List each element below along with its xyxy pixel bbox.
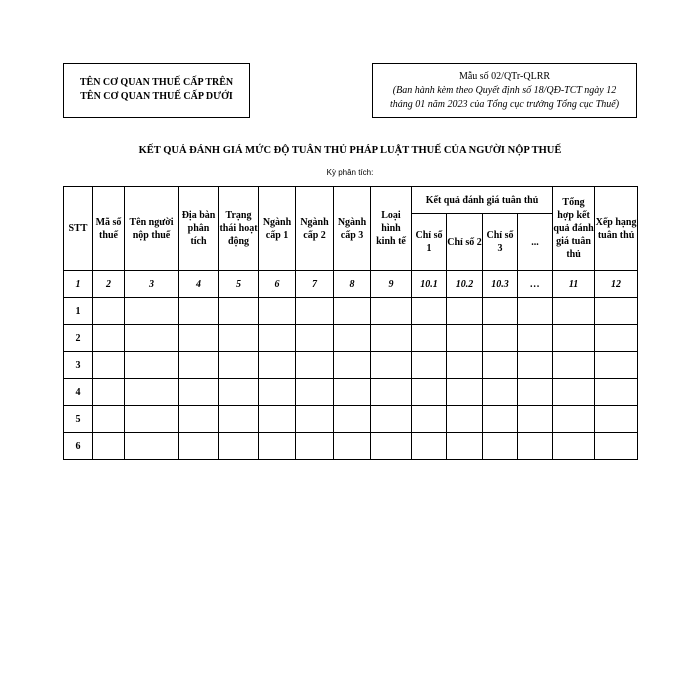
table-cell [93,352,125,379]
table-cell [219,325,259,352]
table-cell [518,379,553,406]
table-cell [219,352,259,379]
column-number: 12 [595,271,638,298]
table-cell [125,433,179,460]
table-cell [553,406,595,433]
table-cell [518,298,553,325]
compliance-results-table [63,186,638,460]
table-cell [179,406,219,433]
header-compliance-result: Kết quả đánh giá tuân thủ [412,187,553,214]
table-cell [553,325,595,352]
column-number: 7 [296,271,334,298]
table-cell [334,352,371,379]
row-stt: 3 [64,352,93,379]
table-cell [518,406,553,433]
table-cell [296,352,334,379]
column-number: 2 [93,271,125,298]
column-number: 4 [179,271,219,298]
header-stt: STT [64,187,93,271]
table-cell [595,352,638,379]
header-status: Trạng thái hoạt động [219,187,259,271]
row-stt: 4 [64,379,93,406]
table-cell [219,406,259,433]
table-cell [412,379,447,406]
table-cell [412,406,447,433]
column-number: 8 [334,271,371,298]
header-summary: Tổng hợp kết quả đánh giá tuân thủ [553,187,595,271]
table-cell [483,298,518,325]
row-stt: 6 [64,433,93,460]
table-cell [179,325,219,352]
header-area: Địa bàn phân tích [179,187,219,271]
table-cell [447,352,483,379]
table-cell [259,352,296,379]
table-cell [93,406,125,433]
lower-authority-name: TÊN CƠ QUAN THUẾ CẤP DƯỚI [80,91,233,102]
issued-decision-line2: tháng 01 năm 2023 của Tổng cục trưởng Tổng cục Thuế) [389,99,620,110]
header-industry-3: Ngành cấp 3 [334,187,371,271]
table-cell [518,325,553,352]
issued-decision-line1: (Ban hành kèm theo Quyết định số 18/QĐ-TCT ngày 12 [392,85,617,96]
table-cell [334,433,371,460]
table-cell [179,433,219,460]
analysis-period-label: Kỳ phân tích: [326,168,374,177]
column-number: 3 [125,271,179,298]
table-cell [371,352,412,379]
table-cell [296,298,334,325]
header-business-type: Loại hình kinh tế [371,187,412,271]
report-title: KẾT QUẢ ĐÁNH GIÁ MỨC ĐỘ TUÂN THỦ PHÁP LUẬT THUẾ CỦA NGƯỜI NỘP THUẾ [138,145,562,156]
table-cell [219,298,259,325]
table-cell [219,433,259,460]
table-cell [553,298,595,325]
header-industry-2: Ngành cấp 2 [296,187,334,271]
table-cell [553,379,595,406]
table-cell [219,379,259,406]
table-cell [93,379,125,406]
table-cell [296,406,334,433]
table-cell [518,352,553,379]
table-cell [447,379,483,406]
form-info-box [372,63,637,118]
header-tax-code: Mã số thuế [93,187,125,271]
row-stt: 1 [64,298,93,325]
table-cell [334,325,371,352]
table-cell [259,298,296,325]
table-cell [371,379,412,406]
table-cell [259,406,296,433]
table-row [64,352,638,379]
table-cell [125,406,179,433]
table-cell [125,352,179,379]
table-cell [259,379,296,406]
column-number: 10.3 [483,271,518,298]
table-cell [595,406,638,433]
column-number-row [64,271,638,298]
column-number: 1 [64,271,93,298]
table-row [64,325,638,352]
column-number: 5 [219,271,259,298]
table-cell [553,433,595,460]
table-cell [179,379,219,406]
table-cell [371,406,412,433]
column-number: 11 [553,271,595,298]
header-index-1: Chỉ số 1 [412,214,447,271]
table-cell [483,325,518,352]
table-cell [412,352,447,379]
table-cell [125,325,179,352]
table-cell [518,433,553,460]
table-cell [595,433,638,460]
table-cell [412,325,447,352]
table-row [64,379,638,406]
table-cell [259,325,296,352]
table-cell [334,406,371,433]
table-row [64,406,638,433]
table-cell [334,298,371,325]
table-cell [93,325,125,352]
column-number: 6 [259,271,296,298]
row-stt: 5 [64,406,93,433]
column-number: 9 [371,271,412,298]
table-cell [371,325,412,352]
table-row [64,433,638,460]
table-cell [483,433,518,460]
table-cell [483,352,518,379]
header-taxpayer-name: Tên người nộp thuế [125,187,179,271]
table-cell [179,298,219,325]
table-cell [412,433,447,460]
table-cell [296,379,334,406]
header-ranking: Xếp hạng tuân thủ [595,187,638,271]
table-cell [447,433,483,460]
table-cell [296,325,334,352]
row-stt: 2 [64,325,93,352]
table-cell [371,298,412,325]
header-index-more: ... [518,214,553,271]
table-cell [412,298,447,325]
table-cell [595,379,638,406]
table-cell [447,298,483,325]
column-number: … [518,271,553,298]
table-cell [595,325,638,352]
table-cell [483,406,518,433]
table-cell [595,298,638,325]
header-index-3: Chỉ số 3 [483,214,518,271]
table-cell [447,406,483,433]
table-cell [296,433,334,460]
table-cell [259,433,296,460]
column-number: 10.2 [447,271,483,298]
table-cell [334,379,371,406]
table-cell [553,352,595,379]
table-cell [125,298,179,325]
table-cell [93,298,125,325]
table-cell [125,379,179,406]
table-cell [483,379,518,406]
table-cell [179,352,219,379]
form-code: Mẫu số 02/QTr-QLRR [458,71,551,82]
header-industry-1: Ngành cấp 1 [259,187,296,271]
table-cell [371,433,412,460]
table-cell [447,325,483,352]
upper-authority-name: TÊN CƠ QUAN THUẾ CẤP TRÊN [79,77,234,88]
table-cell [93,433,125,460]
header-index-2: Chỉ số 2 [447,214,483,271]
issuing-authority-box [63,63,250,118]
table-row [64,298,638,325]
column-number: 10.1 [412,271,447,298]
